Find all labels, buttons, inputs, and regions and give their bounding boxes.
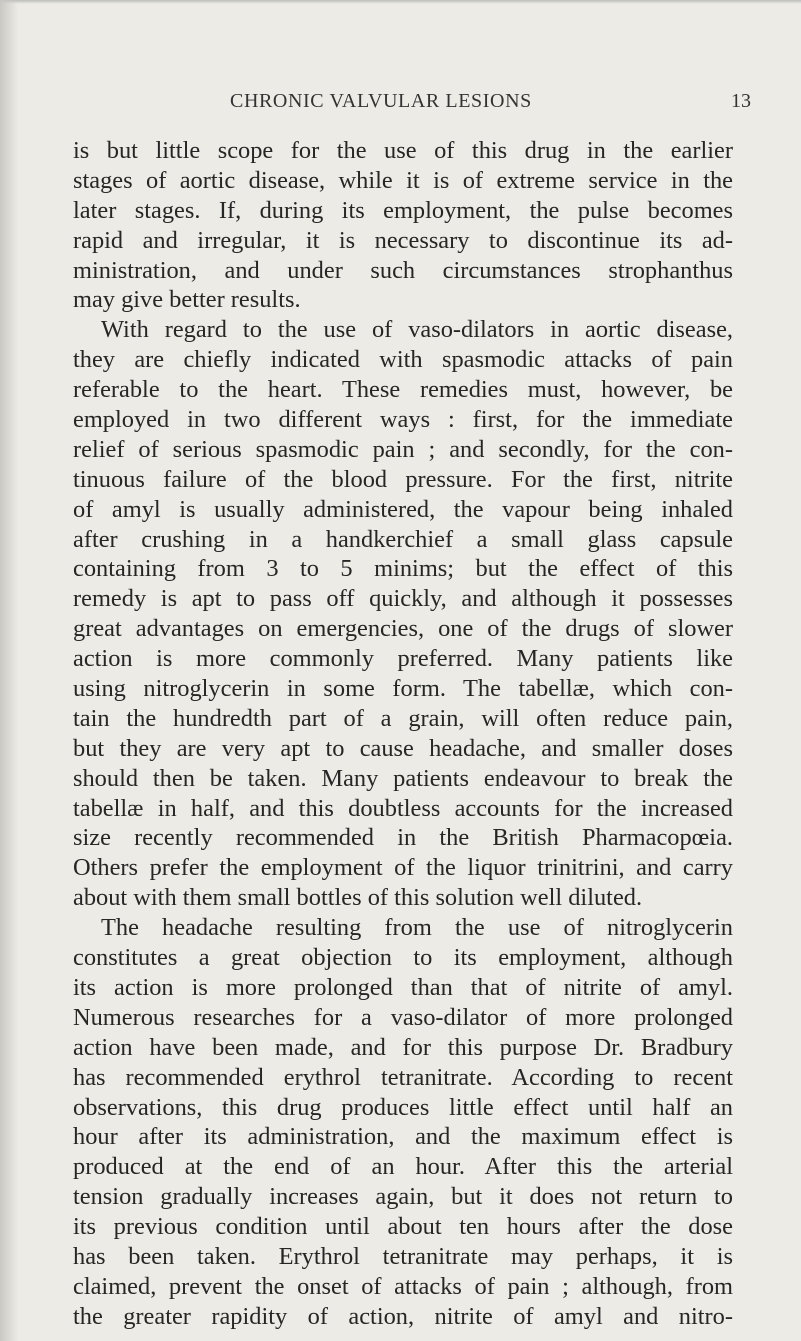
text-line: referable to the heart. These remedies must, however, be	[73, 376, 733, 404]
text-line: should then be taken. Many patients endeavour to break the	[73, 764, 733, 792]
text-line: is but little scope for the use of this drug in the earlier	[73, 137, 733, 164]
text-line: rapid and irregular, it is necessary to discontinue its ad-	[73, 226, 733, 254]
text-line: but they are very apt to cause headache, and smaller doses	[73, 734, 733, 762]
page-number: 13	[731, 90, 751, 112]
text-line: about with them small bottles of this solution well diluted.	[73, 884, 643, 912]
running-head-title: CHRONIC VALVULAR LESIONS	[230, 90, 532, 112]
text-line: after crushing in a handkerchief a small glass capsule	[73, 525, 733, 553]
text-line: remedy is apt to pass off quickly, and although it possesses	[73, 585, 733, 613]
text-line: Others prefer the employment of the liquor trinitrini, and carry	[73, 854, 733, 882]
text-line: relief of serious spasmodic pain ; and secondly, for the con-	[73, 435, 733, 463]
page-top-edge	[0, 0, 801, 4]
text-line: claimed, prevent the onset of attacks of pain ; although, from	[73, 1272, 733, 1300]
text-line: employed in two different ways : first, for the immediate	[73, 406, 733, 434]
text-line: has been taken. Erythrol tetranitrate may perhaps, it is	[73, 1242, 733, 1270]
text-line: using nitroglycerin in some form. The tabellæ, which con-	[73, 675, 733, 703]
text-line: size recently recommended in the British Pharmacopœia.	[73, 824, 733, 852]
body-text	[73, 136, 733, 1332]
text-line: Numerous researches for a vaso-dilator of more prolonged	[73, 1003, 733, 1031]
text-line: tension gradually increases again, but it does not return to	[73, 1183, 733, 1211]
text-line: great advantages on emergencies, one of the drugs of slower	[73, 615, 733, 643]
text-line: tain the hundredth part of a grain, will often reduce pain,	[73, 704, 733, 732]
text-line: The headache resulting from the use of nitroglycerin	[101, 914, 733, 942]
text-line: hour after its administration, and the maximum effect is	[73, 1123, 733, 1151]
running-head	[0, 90, 801, 120]
text-line: action is more commonly preferred. Many patients like	[73, 645, 733, 673]
text-line: produced at the end of an hour. After this the arterial	[73, 1153, 733, 1181]
text-line: tabellæ in half, and this doubtless accounts for the increased	[73, 794, 733, 822]
text-line: they are chiefly indicated with spasmodic attacks of pain	[73, 346, 733, 374]
text-line: With regard to the use of vaso-dilators in aortic disease,	[101, 316, 733, 344]
text-line: observations, this drug produces little effect until half an	[73, 1093, 733, 1121]
page-binding-shadow	[0, 0, 18, 1341]
text-line: later stages. If, during its employment, the pulse becomes	[73, 196, 733, 224]
text-line: has recommended erythrol tetranitrate. According to recent	[73, 1063, 733, 1091]
text-line: may give better results.	[73, 286, 301, 314]
text-line: of amyl is usually administered, the vapour being inhaled	[73, 495, 733, 523]
text-line: tinuous failure of the blood pressure. For the first, nitrite	[73, 465, 733, 493]
text-line: action have been made, and for this purpose Dr. Bradbury	[73, 1033, 733, 1061]
text-line: ministration, and under such circumstances strophanthus	[73, 256, 733, 284]
text-line: stages of aortic disease, while it is of extreme service in the	[73, 166, 733, 194]
text-line: constitutes a great objection to its employment, although	[73, 944, 733, 972]
text-line: containing from 3 to 5 minims; but the effect of this	[73, 555, 733, 583]
text-line: its previous condition until about ten hours after the dose	[73, 1213, 733, 1241]
text-line: its action is more prolonged than that of nitrite of amyl.	[73, 973, 733, 1001]
text-line: the greater rapidity of action, nitrite of amyl and nitro-	[73, 1302, 733, 1330]
